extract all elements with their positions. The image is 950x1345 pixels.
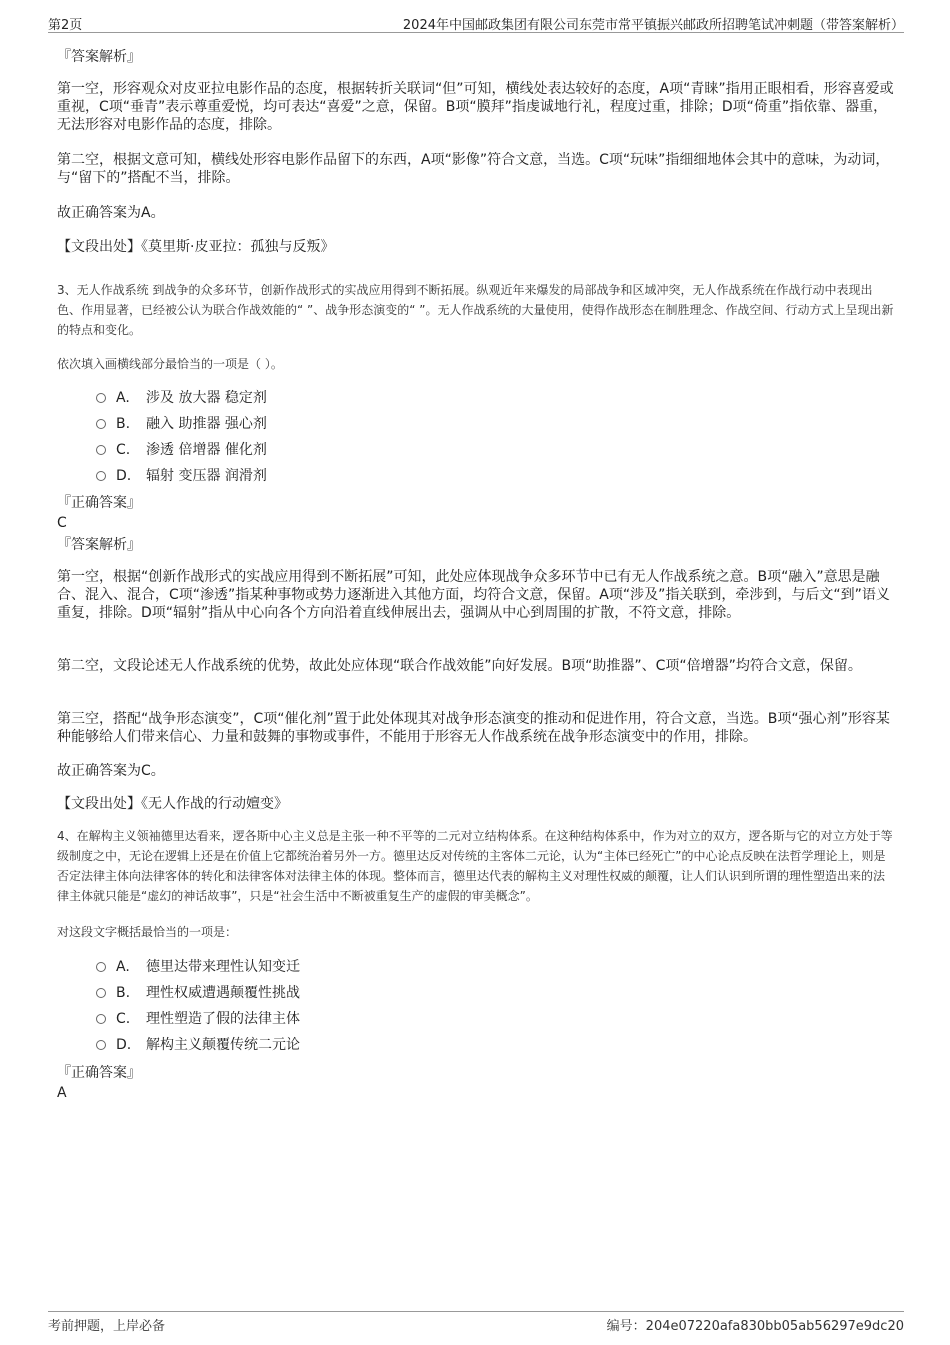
q3-option-b[interactable]: B. 融入 助推器 强心剂 xyxy=(96,415,267,433)
q4-option-c[interactable]: C. 理性塑造了假的法律主体 xyxy=(96,1010,300,1028)
q2-analysis-label: 『答案解析』 xyxy=(57,49,141,65)
q2-answer-conclusion: 故正确答案为A。 xyxy=(57,205,165,221)
radio-icon[interactable] xyxy=(96,1014,106,1024)
q4-option-a[interactable]: A. 德里达带来理性认知变迁 xyxy=(96,958,300,976)
footer-slogan: 考前押题，上岸必备 xyxy=(48,1319,166,1334)
q3-option-d[interactable]: D. 辐射 变压器 润滑剂 xyxy=(96,467,267,485)
document-id: 编号：204e07220afa830bb05ab56297e9dc20 xyxy=(606,1319,904,1334)
page-footer xyxy=(48,1311,904,1332)
q2-analysis-paragraph-2: 第二空，根据文意可知，横线处形容电影作品留下的东西，A项“影像”符合文意，当选。C项“玩味”指细细地体会其中的意味，为动词，与“留下的”搭配不当，排除。 xyxy=(57,152,890,186)
q3-prompt: 依次填入画横线部分最恰当的一项是（ ）。 xyxy=(57,357,283,371)
q4-prompt: 对这段文字概括最恰当的一项是： xyxy=(57,925,238,939)
q3-option-c[interactable]: C. 渗透 倍增器 催化剂 xyxy=(96,441,267,459)
q4-option-b[interactable]: B. 理性权威遭遇颠覆性挑战 xyxy=(96,984,300,1002)
radio-icon[interactable] xyxy=(96,962,106,972)
q2-source: 【文段出处】《莫里斯·皮亚拉：孤独与反叛》 xyxy=(57,239,335,255)
q3-analysis-label: 『答案解析』 xyxy=(57,537,141,553)
q3-answer-conclusion: 故正确答案为C。 xyxy=(57,763,165,779)
q3-answer-label: 『正确答案』 xyxy=(57,495,141,511)
q2-analysis-paragraph-1: 第一空，形容观众对皮亚拉电影作品的态度，根据转折关联词“但”可知，横线处表达较好的态度，A项“青睐”指用正眼相看，形容喜爱或重视，C项“垂青”表示尊重爱悦，均可表达“喜爱”之意，保留。B项“膜拜”指虔诚地行礼，程度过重，排除；D项“倚重”指依靠、器重，无法形容对电影作品的态度，排除。 xyxy=(57,81,894,133)
q4-answer: A xyxy=(57,1085,67,1101)
radio-icon[interactable] xyxy=(96,393,106,403)
page-number: 第2页 xyxy=(48,18,83,33)
q4-answer-label: 『正确答案』 xyxy=(57,1065,141,1081)
radio-icon[interactable] xyxy=(96,419,106,429)
q4-option-d[interactable]: D. 解构主义颠覆传统二元论 xyxy=(96,1036,300,1054)
document-title: 2024年中国邮政集团有限公司东莞市常平镇振兴邮政所招聘笔试冲刺题（带答案解析） xyxy=(402,18,904,33)
q3-analysis-paragraph-1: 第一空，根据“创新作战形式的实战应用得到不断拓展”可知，此处应体现战争众多环节中已有无人作战系统之意。B项“融入”意思是融合、混入、混合，C项“渗透”指某种事物或势力逐渐进入其他方面，均符合文意，保留。A项“涉及”指关联到，牵涉到，与后文“到”语义重复，排除。D项“辐射”指从中心向各个方向沿着直线伸展出去，强调从中心到周围的扩散，不符文意，排除。 xyxy=(57,569,890,621)
q3-answer: C xyxy=(57,515,67,531)
radio-icon[interactable] xyxy=(96,988,106,998)
q3-stem: 3、无人作战系统 到战争的众多环节，创新作战形式的实战应用得到不断拓展。纵观近年来爆发的局部战争和区域冲突，无人作战系统在作战行动中表现出色、作用显著，已经被公认为联合作战效能的“ ”、战争形态演变的“ ”。无人作战系统的大量使用，使得作战形态在制胜理念、作战空间、行动方式上呈现出新的特点和变化。 xyxy=(57,283,894,337)
q4-stem: 4、在解构主义领袖德里达看来，逻各斯中心主义总是主张一种不平等的二元对立结构体系。在这种结构体系中，作为对立的双方，逻各斯与它的对立方处于等级制度之中，无论在逻辑上还是在价值上它都统治着另外一方。德里达反对传统的主客体二元论，认为“主体已经死亡”的中心论点反映在法哲学理论上，则是否定法律主体向法律客体的转化和法律客体对法律主体的体现。整体而言，德里达代表的解构主义对理性权威的颠覆，让人们认识到所谓的理性塑造出来的法律主体就只能是“虚幻的神话故事”，只是“社会生活中不断被重复生产的虚假的审美概念”。 xyxy=(57,829,893,903)
q3-option-a[interactable]: A. 涉及 放大器 稳定剂 xyxy=(96,389,267,407)
radio-icon[interactable] xyxy=(96,445,106,455)
q3-analysis-paragraph-2: 第二空，文段论述无人作战系统的优势，故此处应体现“联合作战效能”向好发展。B项“助推器”、C项“倍增器”均符合文意，保留。 xyxy=(57,658,862,674)
q3-analysis-paragraph-3: 第三空，搭配“战争形态演变”，C项“催化剂”置于此处体现其对战争形态演变的推动和促进作用，符合文意，当选。B项“强心剂”形容某种能够给人们带来信心、力量和鼓舞的事物或事件，不能用于形容无人作战系统在战争形态演变中的作用，排除。 xyxy=(57,711,890,745)
radio-icon[interactable] xyxy=(96,471,106,481)
radio-icon[interactable] xyxy=(96,1040,106,1050)
page-header xyxy=(48,14,904,33)
q3-source: 【文段出处】《无人作战的行动嬗变》 xyxy=(57,796,288,812)
